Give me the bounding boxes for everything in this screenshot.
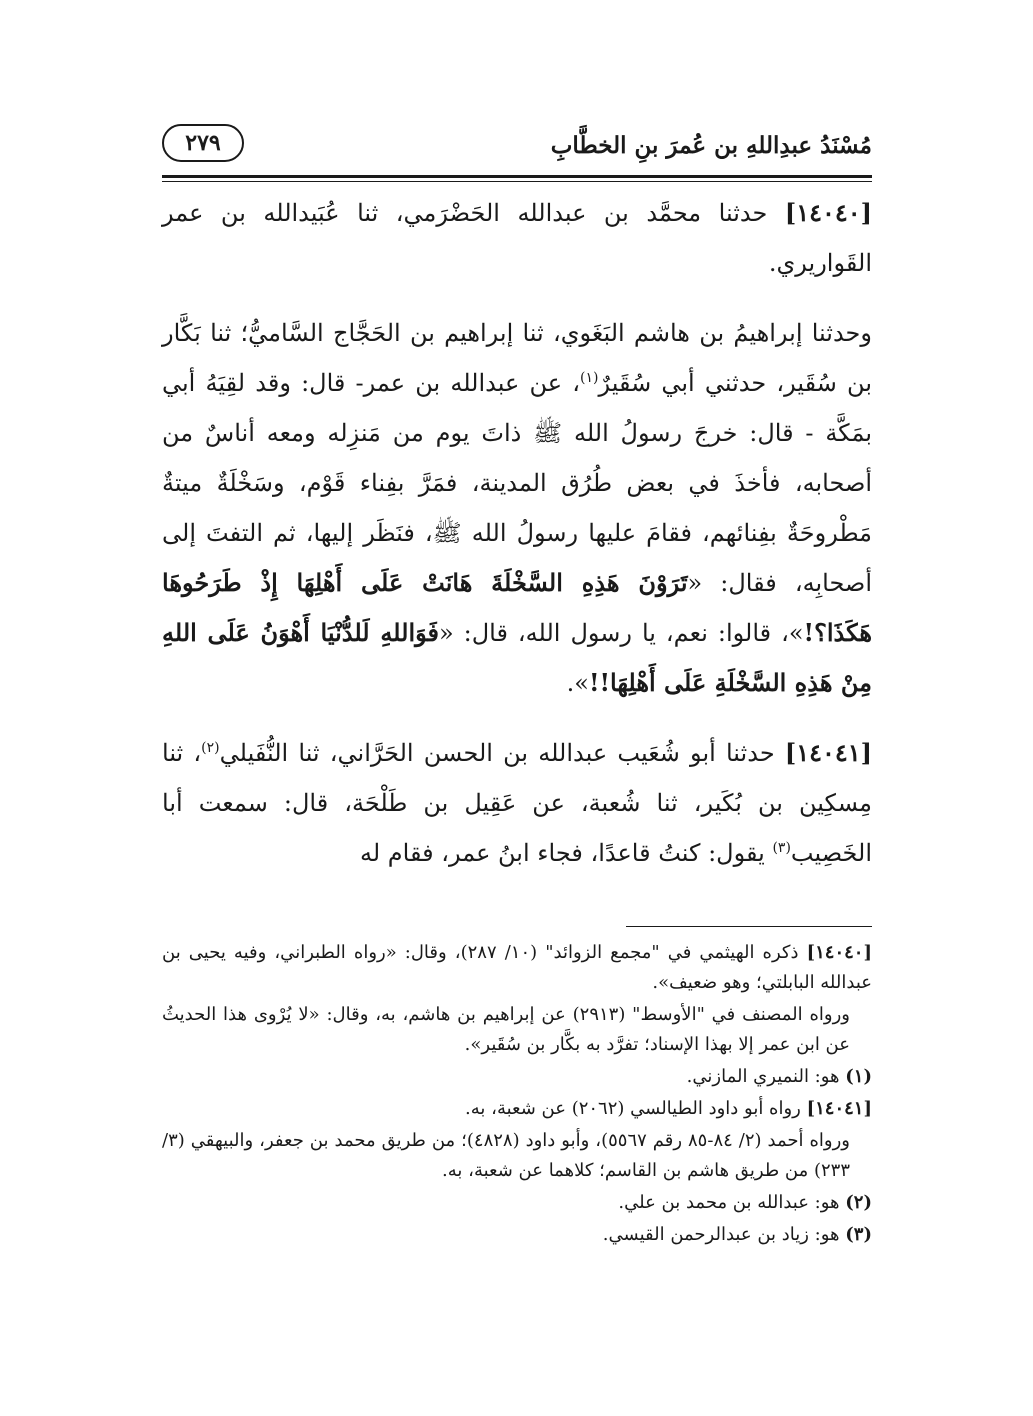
- hadith-number: [١٤٠٤٠]: [784, 198, 872, 227]
- footnote-2: [162, 1188, 872, 1218]
- footnote-3: [162, 1220, 872, 1250]
- footnote-14041-cont: [162, 1126, 872, 1186]
- footnote-14040: [162, 938, 872, 998]
- footnote-number: [١٤٠٤٠]: [806, 942, 872, 963]
- hadith-text: ، ثنا مِسكِين بن بُكَير، ثنا شُعبة، عن عَقِيل بن طَلْحَة، قال: سمعت أبا الخَصِيب: [162, 739, 872, 867]
- hadith-text: ».: [566, 669, 589, 697]
- header-rule-thick: [162, 175, 872, 178]
- hadith-text: »، قالوا: نعم، يا رسول الله، قال: «: [438, 619, 804, 647]
- footnotes: [162, 938, 872, 1252]
- footnote-14041: [162, 1094, 872, 1124]
- header-rule-thin: [162, 181, 872, 182]
- footnote-number: [١٤٠٤١]: [806, 1098, 872, 1119]
- page-header: [162, 118, 872, 170]
- footnote-ref: (٢): [201, 740, 220, 756]
- hadith-text: حدثنا محمَّد بن عبدالله الحَضْرَمي، ثنا عُبَيدالله بن عمر القَواريري.: [162, 199, 872, 277]
- prophet-quote: تَرَوْنَ هَذِهِ السَّخْلَةَ هَانَتْ عَلَى أَهْلِهَا إِذْ طَرَحُوهَا هَكَذَا؟!: [162, 568, 872, 647]
- footnote-number: (٢): [845, 1192, 872, 1213]
- footnote-text: ورواه المصنف في "الأوسط" (٢٩١٣) عن إبراهيم بن هاشم، به، وقال: «لا يُرْوى هذا الحديثُ عن ابن عمر إلا بهذا الإسناد؛ تفرَّد به بكَّار بن سُقَير».: [162, 1004, 850, 1055]
- hadith-number: [١٤٠٤١]: [784, 738, 873, 767]
- footnote-14040-cont: [162, 1000, 872, 1060]
- footnote-separator: [626, 926, 872, 927]
- hadith-14041: [162, 728, 872, 878]
- running-title: مُسْنَدُ عبدِاللهِ بن عُمرَ بنِ الخطَّابِ: [550, 132, 872, 159]
- footnote-text: ذكره الهيثمي في "مجمع الزوائد" (١٠/ ٢٨٧)، وقال: «رواه الطبراني، وفيه يحيى بن عبدالله البابلتي؛ وهو ضعيف».: [162, 942, 872, 993]
- footnote-text: رواه أبو داود الطيالسي (٢٠٦٢) عن شعبة، به.: [465, 1098, 807, 1119]
- footnote-number: (٣): [845, 1224, 872, 1245]
- prophet-quote: فَوَاللهِ لَلدُّنْيَا أَهْوَنُ عَلَى اللهِ مِنْ هَذِهِ السَّخْلَةِ عَلَى أَهْلِهَا!!: [162, 618, 872, 697]
- footnote-text: هو: عبدالله بن محمد بن علي.: [618, 1192, 846, 1213]
- footnote-number: (١): [845, 1066, 872, 1087]
- footnote-1: [162, 1062, 872, 1092]
- footnote-text: هو: زياد بن عبدالرحمن القيسي.: [602, 1224, 846, 1245]
- footnote-ref: (٣): [772, 840, 791, 856]
- hadith-14040: [162, 188, 872, 288]
- footnote-ref: (١): [580, 370, 599, 386]
- hadith-text: حدثنا أبو شُعَيب عبدالله بن الحسن الحَرَّاني، ثنا النُّفَيلي: [219, 739, 785, 767]
- footnote-text: ورواه أحمد (٢/ ٨٤-٨٥ رقم ٥٥٦٧)، وأبو داود (٤٨٢٨)؛ من طريق محمد بن جعفر، والبيهقي (٣/ ٢٣٣) من طريق هاشم بن القاسم؛ كلاهما عن شعبة، به.: [162, 1130, 850, 1181]
- hadith-text: يقول: كنتُ قاعدًا، فجاء ابنُ عمر، فقام له: [359, 839, 773, 867]
- hadith-text: وحدثنا إبراهيمُ بن هاشم البَغَوي، ثنا إبراهيم بن الحَجَّاج السَّاميُّ؛ ثنا بَكَّار بن سُقَير، حدثني أبي سُقَيرٌ: [162, 319, 873, 397]
- hadith-14040-chain-2: [162, 308, 872, 708]
- page-number: ٢٧٩: [162, 124, 244, 162]
- main-text: [162, 188, 872, 878]
- hadith-text: ، عن عبدالله بن عمر- قال: وقد لقِيَهُ أبي بمَكَّة - قال: خرجَ رسولُ الله ﷺ ذاتَ يوم من مَنزِله ومعه أناسٌ من أصحابه، فأخذَ في بعض طُرُق المدينة، فمَرَّ بفِناء قَوْم، وسَخْلَةٌ ميتةٌ مَطْروحَةٌ بفِنائهم، فقامَ عليها رسولُ الله ﷺ، فنَظَر إليها، ثم التفتَ إلى أصحابِه، فقال: «: [162, 369, 872, 597]
- footnote-text: هو: النميري المازني.: [686, 1066, 846, 1087]
